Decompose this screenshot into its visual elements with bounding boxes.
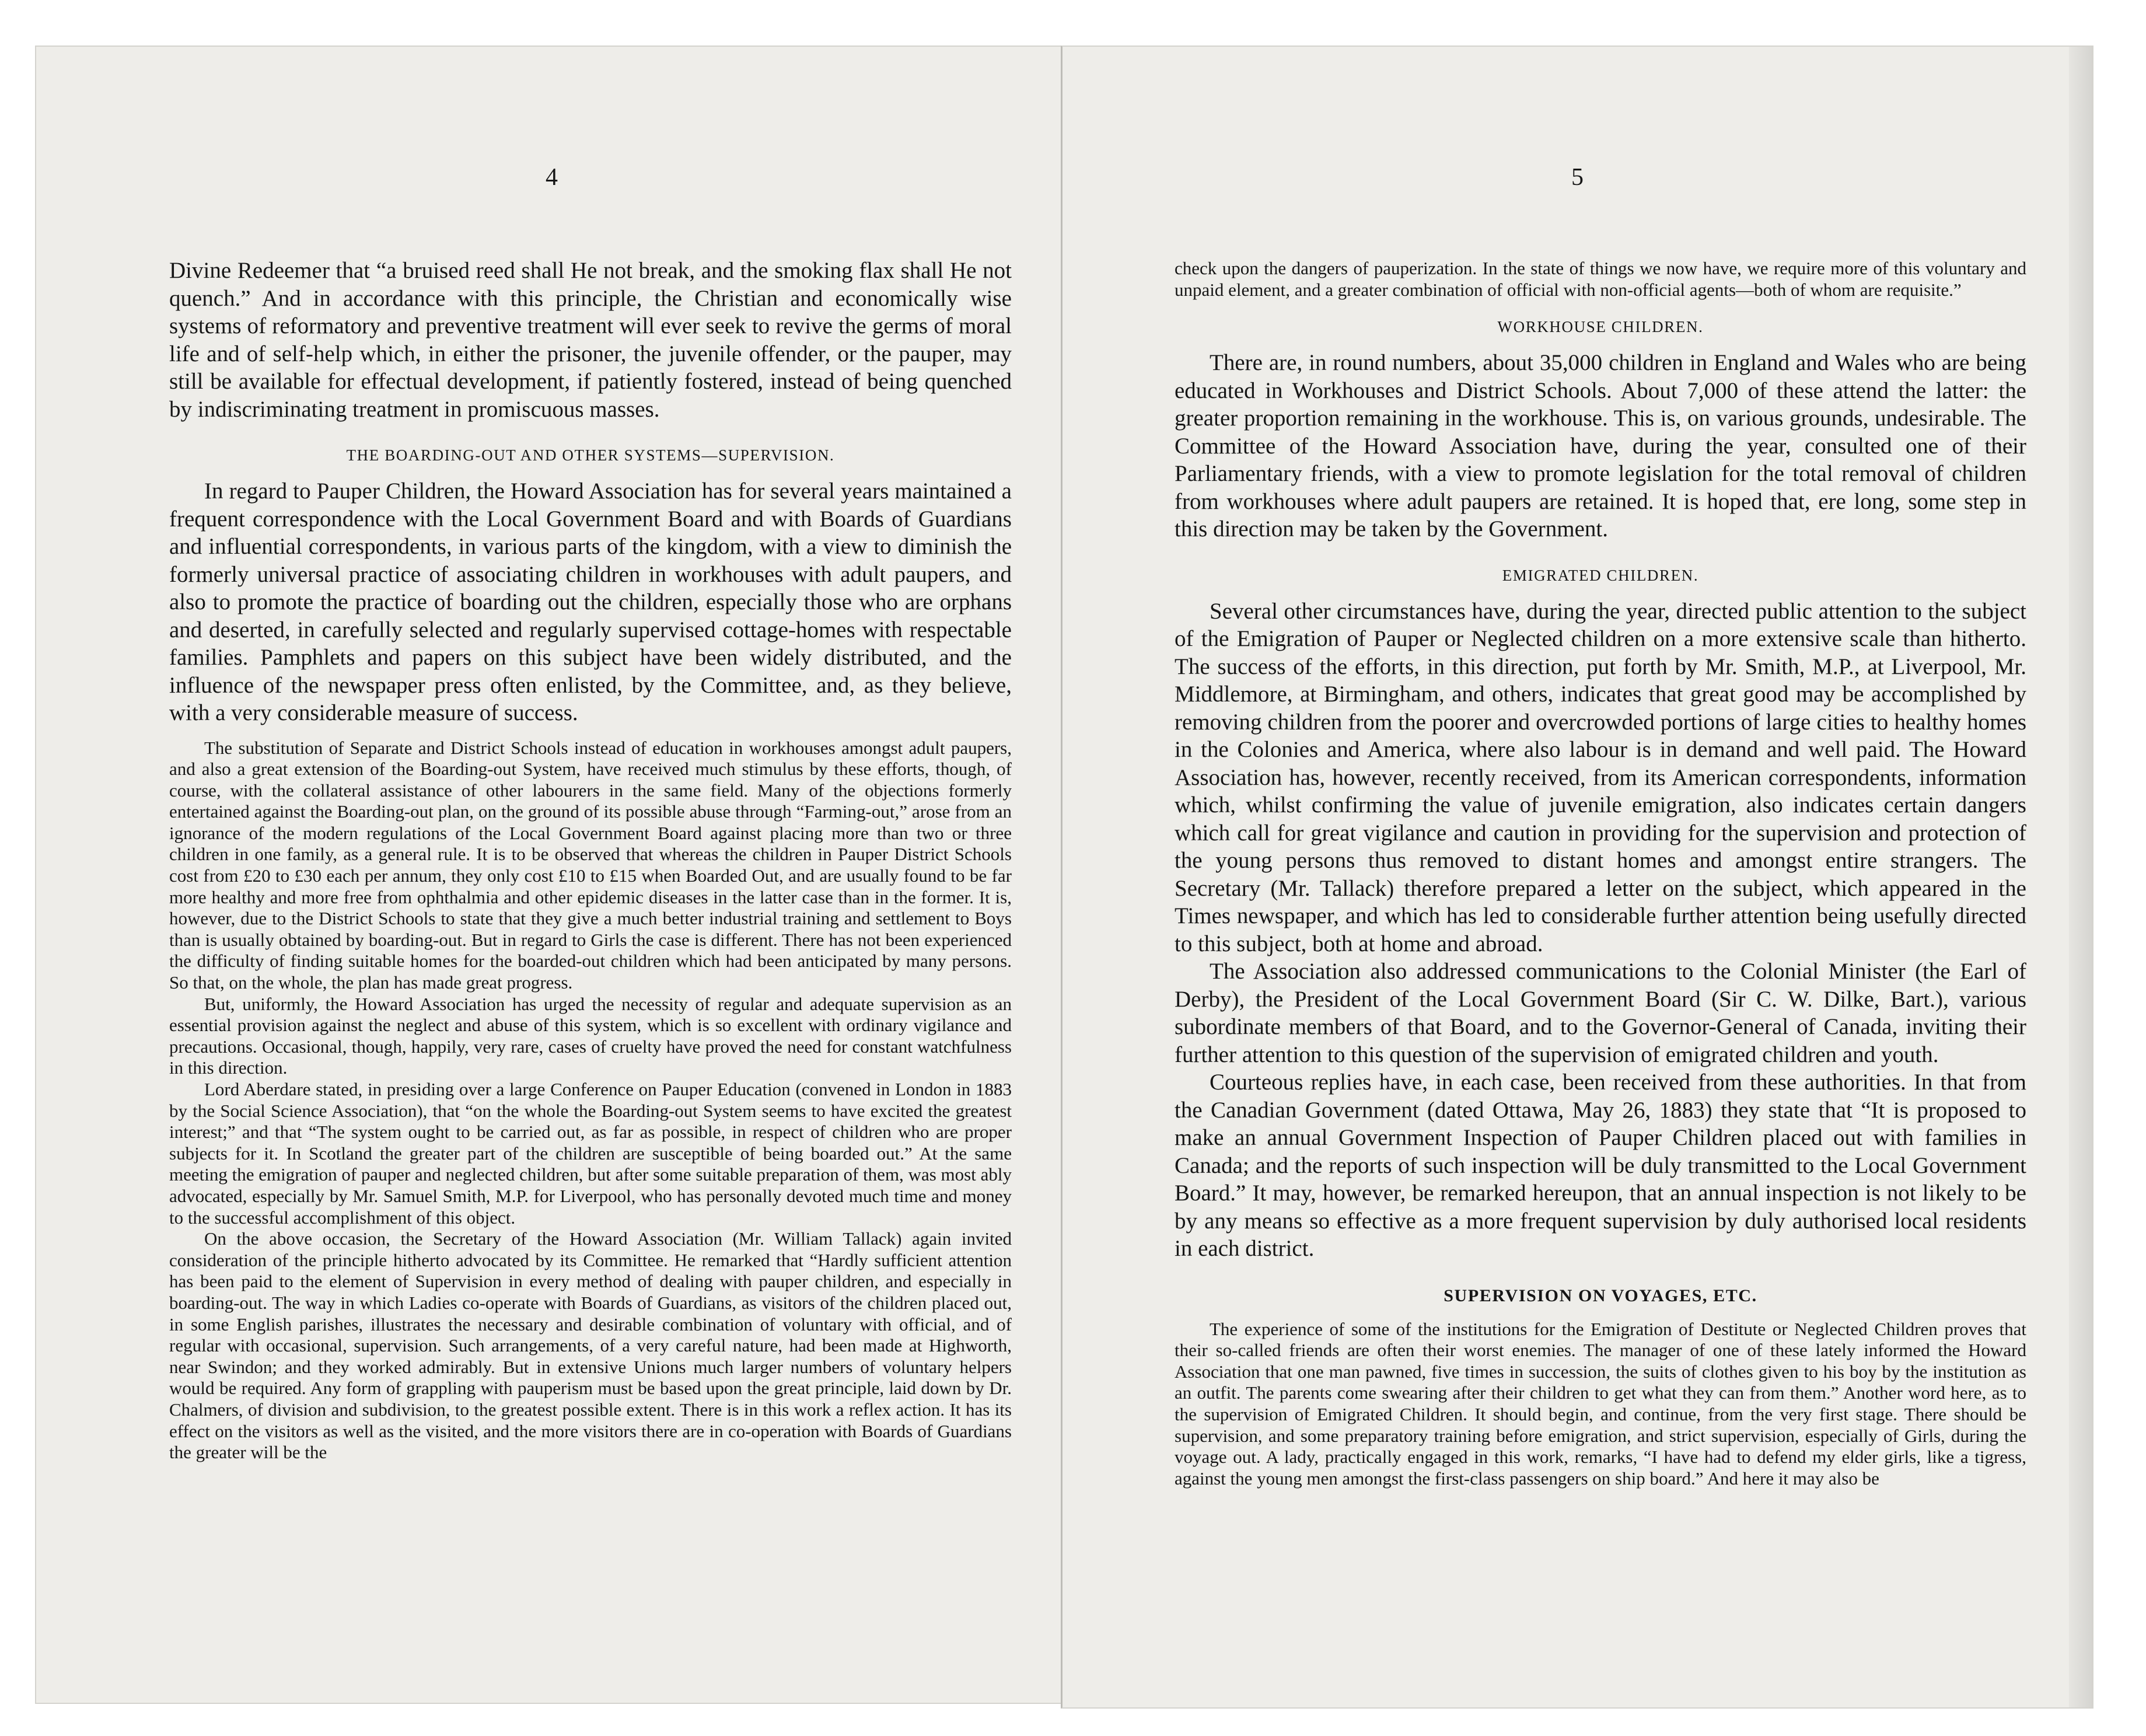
page-number: 5	[1571, 164, 1584, 191]
paragraph: The experience of some of the institutions for the Emigration of Destitute or Neglected Children proves that their so-called friends are often their worst enemies. The manager of one of these lately informed the Howard Association that one man pawned, five times in succession, the suits of clothes given to his boy by the institution as an outfit. The parents come swearing after their children to get what they can from them.” Another word here, as to the supervision of Emigrated Children. It should begin, and continue, from the very first stage. There should be supervision, and some preparatory training before emigration, and strict supervision, especially of Girls, during the voyage out. A lady, practically engaged in this work, remarks, “I have had to defend my elder girls, like a tigress, against the young men amongst the first-class passengers on ship board.” And here it may also be	[1175, 1318, 2026, 1489]
paragraph: In regard to Pauper Children, the Howard Association has for several years maintained a frequent correspondence with the Local Government Board and with Boards of Guardians and influential correspondents, in various parts of the kingdom, with a view to diminish the formerly universal practice of associating children in workhouses with adult paupers, and also to promote the practice of boarding out the children, especially those who are orphans and deserted, in carefully selected and regularly supervised cottage-homes with respectable families. Pamphlets and papers on this subject have been widely distributed, and the influence of the newspaper press often enlisted, by the Committee, and, as they believe, with a very considerable measure of success.	[169, 478, 1012, 725]
paragraph: But, uniformly, the Howard Association has urged the necessity of regular and adequate supervision as an essential provision against the neglect and abuse of this system, which is so excellent with ordinary vigilance and precautions. Occasional, though, happily, very rare, cases of cruelty have proved the need for constant watchfulness in this direction.	[169, 993, 1012, 1078]
paragraph: On the above occasion, the Secretary of the Howard Association (Mr. William Tallack) again invited consideration of the principle hitherto advocated by its Committee. He remarked that “Hardly sufficient attention has been paid to the element of Supervision in every method of dealing with pauper children, and especially in boarding-out. The way in which Ladies co-operate with Boards of Guardians, as visitors of the children placed out, in some English parishes, illustrates the necessary and desirable combination of voluntary with official, and of regular with occasional, supervision. Such arrangements, of a very careful nature, had been made at Highworth, near Swindon; and they worked admirably. But in extensive Unions much larger numbers of voluntary helpers would be required. Any form of grappling with pauperism must be based upon the great principle, laid down by Dr. Chalmers, of division and subdivision, to the greatest possible extent. There is in this work a reflex action. It has its effect on the visitors as well as the visited, and the more visitors there are in co-operation with Boards of Guardians the greater will be the	[169, 1228, 1012, 1463]
paragraph: Divine Redeemer that “a bruised reed shall He not break, and the smoking flax shall He not quench.” And in accordance with this principle, the Christian and economically wise systems of reformatory and preventive treatment will ever seek to revive the germs of moral life and of self-help which, in either the prisoner, the juvenile offender, or the pauper, may still be available for effectual development, if patiently fostered, instead of being quenched by indiscriminating treatment in promiscuous masses.	[169, 258, 1012, 422]
paragraph: The substitution of Separate and District Schools instead of education in workhouses amongst adult paupers, and also a great extension of the Boarding-out System, have received much stimulus by these efforts, though, of course, with the collateral assistance of other labourers in the same field. Many of the objections formerly entertained against the Boarding-out plan, on the ground of its possible abuse through “Farming-out,” arose from an ignorance of the modern regulations of the Local Government Board against placing more than two or three children in one family, as a general rule. It is to be observed that whereas the children in Pauper District Schools cost from £20 to £30 each per annum, they only cost £10 to £15 when Boarded Out, and are usually found to be far more healthy and more free from ophthalmia and other epidemic diseases in the latter case than in the former. It is, however, due to the District Schools to state that they give a much better industrial training and settlement to Boys than is usually obtained by boarding-out. But in regard to Girls the case is different. There has not been experienced the difficulty of finding suitable homes for the boarded-out children which had been anticipated by many persons. So that, on the whole, the plan has made great progress.	[169, 737, 1012, 993]
right-page	[1061, 46, 2093, 1709]
section-heading: WORKHOUSE CHILDREN.	[1497, 318, 1704, 336]
page-edge	[2069, 47, 2092, 1707]
paragraph: Several other circumstances have, during the year, directed public attention to the subject of the Emigration of Pauper or Neglected children on a more extensive scale than hitherto. The success of the efforts, in this direction, put forth by Mr. Smith, M.P., at Liverpool, Mr. Middlemore, at Birmingham, and others, indicates that great good may be accomplished by removing children from the poorer and overcrowded portions of large cities to healthy homes in the Colonies and America, where also labour is in demand and well paid. The Howard Association has, however, recently received, from its American correspondents, information which, whilst confirming the value of juvenile emigration, also indicates certain dangers which call for great vigilance and caution in providing for the supervision and protection of the young persons thus removed to distant homes and amongst entire strangers. The Secretary (Mr. Tallack) therefore prepared a letter on the subject, which appeared in the Times newspaper, and which has led to considerable further attention being usefully directed to this subject, both at home and abroad.	[1175, 598, 2026, 956]
paragraph: Lord Aberdare stated, in presiding over a large Conference on Pauper Education (convened in London in 1883 by the Social Science Association), that “on the whole the Boarding-out System seems to have excited the greatest interest;” and that “The system ought to be carried out, as far as possible, in respect of children who are proper subjects for it. In Scotland the greater part of the children are susceptible of being boarded out.” At the same meeting the emigration of pauper and neglected children, but after some suitable preparation of them, was most ably advocated, especially by Mr. Samuel Smith, M.P. for Liverpool, who has personally devoted much time and money to the successful accomplishment of this object.	[169, 1079, 1012, 1228]
paragraph: check upon the dangers of pauperization. In the state of things we now have, we require more of this voluntary and unpaid element, and a greater combination of official with non-official agents—both of whom are requisite.”	[1175, 258, 2026, 300]
paragraph: The Association also addressed communications to the Colonial Minister (the Earl of Derby), the President of the Local Government Board (Sir C. W. Dilke, Bart.), various subordinate members of that Board, and to the Governor-General of Canada, inviting their further attention to this question of the supervision of emigrated children and youth.	[1175, 959, 2026, 1067]
right-page-text-column	[1175, 258, 2026, 1489]
paragraph: There are, in round numbers, about 35,000 children in England and Wales who are being educated in Workhouses and District Schools. About 7,000 of these attend the latter: the greater proportion remaining in the workhouse. This is, on various grounds, undesirable. The Committee of the Howard Association have, during the year, consulted one of their Parliamentary friends, with a view to promote legislation for the total removal of children from workhouses where adult paupers are retained. It is hoped that, ere long, some step in this direction may be taken by the Government.	[1175, 350, 2026, 542]
page-number: 4	[546, 164, 558, 191]
section-heading: SUPERVISION ON VOYAGES, ETC.	[1444, 1286, 1757, 1305]
section-heading: EMIGRATED CHILDREN.	[1502, 566, 1699, 584]
left-page	[35, 46, 1069, 1704]
left-page-text-column	[169, 257, 1012, 1463]
section-heading: THE BOARDING-OUT AND OTHER SYSTEMS—SUPERVISION.	[346, 446, 835, 464]
paragraph: Courteous replies have, in each case, been received from these authorities. In that from the Canadian Government (dated Ottawa, May 26, 1883) they state that “It is proposed to make an annual Government Inspection of Pauper Children placed out with families in Canada; and the reports of such inspection will be duly transmitted to the Local Government Board.” It may, however, be remarked hereupon, that an annual inspection is not likely to be by any means so effective as a more frequent supervision by duly authorised local residents in each district.	[1175, 1070, 2026, 1262]
